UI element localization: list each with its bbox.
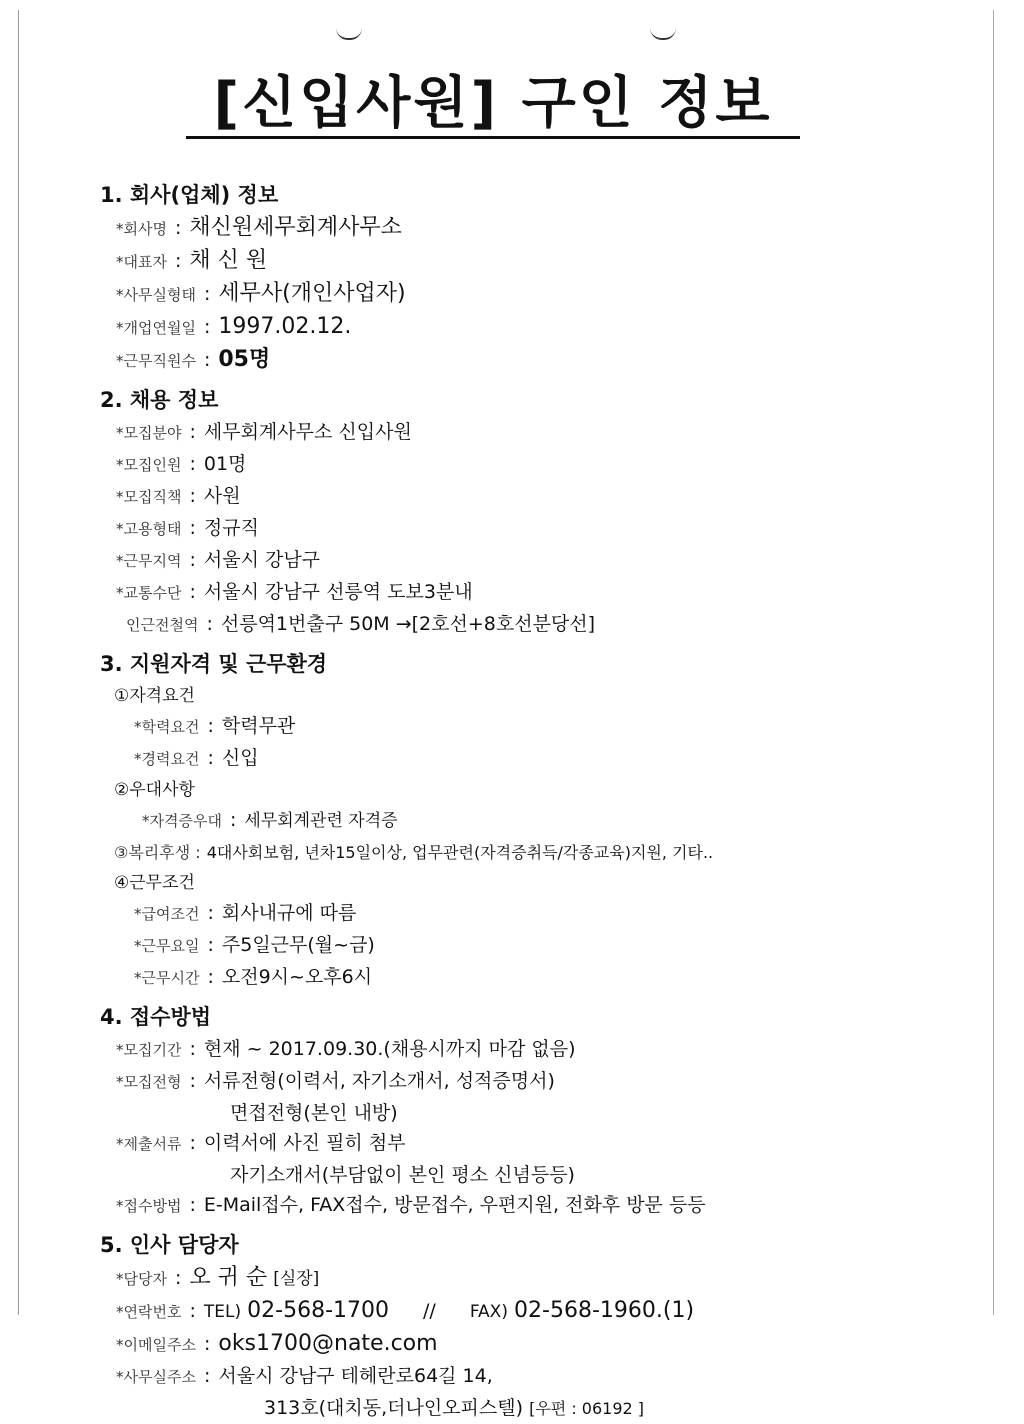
welfare-value: 4대사회보험, 년차15일이상, 업무관련(자격증취득/각종교육)지원, 기타.. bbox=[206, 843, 714, 862]
section-company-heading: 1. 회사(업체) 정보 bbox=[100, 183, 279, 207]
welfare-label: ③복리후생 : bbox=[114, 843, 201, 862]
phone-separator: // bbox=[423, 1300, 436, 1322]
phone-label: *연락번호 bbox=[116, 1303, 182, 1321]
count-label: *모집인원 bbox=[116, 456, 182, 474]
ceo-value: 채 신 원 bbox=[189, 248, 268, 273]
email-row: *이메일주소 : oks1700@nate.com bbox=[116, 1331, 438, 1356]
tel-prefix: TEL) bbox=[203, 1302, 242, 1322]
section-hr-contact-heading: 5. 인사 담당자 bbox=[100, 1233, 239, 1257]
employment-label: *고용형태 bbox=[116, 520, 182, 538]
sub-heading-conditions: ④근무조건 bbox=[114, 873, 195, 893]
process-row: *모집전형 : 서류전형(이력서, 자기소개서, 성적증명서) bbox=[116, 1070, 555, 1092]
salary-row: *급여조건 : 회사내규에 따름 bbox=[134, 902, 357, 924]
field-label: *모집분야 bbox=[116, 424, 182, 442]
employment-row: *고용형태 : 정규직 bbox=[116, 517, 259, 539]
process-value-2: 면접전형(본인 내방) bbox=[230, 1102, 398, 1124]
section-recruit-heading: 2. 채용 정보 bbox=[100, 388, 219, 412]
workhours-label: *근무시간 bbox=[134, 969, 200, 987]
transit-value: 서울시 강남구 선릉역 도보3분내 bbox=[203, 581, 473, 603]
fax-value: 02-568-1960.(1) bbox=[514, 1298, 695, 1323]
staff-count-row: *근무직원수 : 05명 bbox=[116, 347, 271, 372]
workhours-value: 오전9시~오후6시 bbox=[221, 966, 373, 988]
method-row: *접수방법 : E-Mail접수, FAX접수, 방문접수, 우편지원, 전화후 방문 등등 bbox=[116, 1194, 706, 1216]
contact-row: *담당자 : 오 귀 순 [실장] bbox=[116, 1265, 320, 1290]
ceo-row: *대표자 : 채 신 원 bbox=[116, 248, 268, 273]
phone-row: *연락번호 : TEL) 02-568-1700 // FAX) 02-568-1960.(1) bbox=[116, 1298, 695, 1323]
location-value: 서울시 강남구 bbox=[203, 549, 321, 571]
method-label: *접수방법 bbox=[116, 1197, 182, 1215]
check-mark-left bbox=[336, 28, 362, 40]
founded-label: *개업연월일 bbox=[116, 319, 196, 337]
location-label: *근무지역 bbox=[116, 552, 182, 570]
check-mark-right bbox=[650, 28, 676, 40]
founded-value: 1997.02.12. bbox=[218, 314, 352, 339]
field-row: *모집분야 : 세무회계사무소 신입사원 bbox=[116, 421, 412, 443]
scan-edge-left bbox=[18, 10, 19, 1315]
tel-value: 02-568-1700 bbox=[247, 1298, 390, 1323]
preference-label: *자격증우대 bbox=[142, 812, 222, 830]
documents-row: *제출서류 : 이력서에 사진 필히 첨부 bbox=[116, 1132, 406, 1154]
field-value: 세무회계사무소 신입사원 bbox=[203, 421, 412, 443]
documents-label: *제출서류 bbox=[116, 1135, 182, 1153]
document-body bbox=[100, 172, 980, 1424]
company-name-label: *회사명 bbox=[116, 220, 167, 238]
employment-value: 정규직 bbox=[203, 517, 259, 539]
office-type-value: 세무사(개인사업자) bbox=[218, 281, 406, 306]
contact-label: *담당자 bbox=[116, 1270, 167, 1288]
documents-value-2: 자기소개서(부담없이 본인 평소 신념등등) bbox=[230, 1164, 575, 1186]
company-name-row: *회사명 : 채신원세무회계사무소 bbox=[116, 215, 402, 240]
ceo-label: *대표자 bbox=[116, 253, 167, 271]
education-label: *학력요건 bbox=[134, 718, 200, 736]
contact-name: 오 귀 순 bbox=[189, 1265, 268, 1290]
preference-value: 세무회계관련 자격증 bbox=[244, 811, 398, 831]
position-value: 사원 bbox=[203, 485, 241, 507]
count-row: *모집인원 : 01명 bbox=[116, 453, 247, 475]
career-row: *경력요건 : 신입 bbox=[134, 747, 259, 769]
welfare-row bbox=[100, 837, 980, 868]
office-type-label: *사무실형태 bbox=[116, 286, 196, 304]
section-qualification-heading: 3. 지원자격 및 근무환경 bbox=[100, 652, 328, 676]
station-label: 인근전철역 bbox=[126, 616, 199, 634]
section-application-heading: 4. 접수방법 bbox=[100, 1005, 212, 1029]
period-value: 현재 ~ 2017.09.30.(채용시까지 마감 없음) bbox=[203, 1038, 576, 1060]
office-type-row: *사무실형태 : 세무사(개인사업자) bbox=[116, 281, 406, 306]
station-row: 인근전철역 : 선릉역1번출구 50M →[2호선+8호선분당선] bbox=[100, 609, 980, 641]
fax-prefix: FAX) bbox=[469, 1302, 508, 1322]
career-value: 신입 bbox=[221, 747, 259, 769]
station-value: 선릉역1번출구 50M →[2호선+8호선분당선] bbox=[220, 613, 596, 635]
contact-title: [실장] bbox=[273, 1269, 320, 1289]
founded-row: *개업연월일 : 1997.02.12. bbox=[116, 314, 352, 339]
staff-count-value: 05명 bbox=[218, 347, 271, 372]
preference-row: *자격증우대 : 세무회계관련 자격증 bbox=[142, 809, 398, 831]
postal-code: [우편 : 06192 ] bbox=[529, 1399, 645, 1418]
workdays-row: *근무요일 : 주5일근무(월~금) bbox=[134, 934, 375, 956]
process-label: *모집전형 bbox=[116, 1073, 182, 1091]
process-value-1: 서류전형(이력서, 자기소개서, 성적증명서) bbox=[203, 1070, 555, 1092]
career-label: *경력요건 bbox=[134, 750, 200, 768]
documents-value-1: 이력서에 사진 필히 첨부 bbox=[203, 1132, 406, 1154]
transit-label: *교통수단 bbox=[116, 584, 182, 602]
education-value: 학력무관 bbox=[221, 715, 296, 737]
location-row: *근무지역 : 서울시 강남구 bbox=[116, 549, 321, 571]
count-value: 01명 bbox=[203, 453, 247, 475]
period-label: *모집기간 bbox=[116, 1041, 182, 1059]
email-label: *이메일주소 bbox=[116, 1336, 196, 1354]
address-row: *사무실주소 : 서울시 강남구 테헤란로64길 14, bbox=[116, 1365, 493, 1387]
address-line-2 bbox=[100, 1393, 980, 1424]
page-title: [신입사원] 구인 정보 bbox=[186, 74, 800, 139]
period-row: *모집기간 : 현재 ~ 2017.09.30.(채용시까지 마감 없음) bbox=[116, 1038, 576, 1060]
position-label: *모집직책 bbox=[116, 488, 182, 506]
education-row: *학력요건 : 학력무관 bbox=[134, 715, 296, 737]
address-label: *사무실주소 bbox=[116, 1368, 196, 1386]
position-row: *모집직책 : 사원 bbox=[116, 485, 241, 507]
scan-edge-right bbox=[993, 10, 994, 1315]
salary-value: 회사내규에 따름 bbox=[221, 902, 357, 924]
transit-row: *교통수단 : 서울시 강남구 선릉역 도보3분내 bbox=[116, 581, 473, 603]
address-value-2: 313호(대치동,더나인오피스텔) bbox=[264, 1397, 524, 1419]
method-value: E-Mail접수, FAX접수, 방문접수, 우편지원, 전화후 방문 등등 bbox=[203, 1194, 706, 1216]
staff-count-label: *근무직원수 bbox=[116, 352, 196, 370]
salary-label: *급여조건 bbox=[134, 905, 200, 923]
sub-heading-requirements: ①자격요건 bbox=[114, 686, 195, 706]
workdays-label: *근무요일 bbox=[134, 937, 200, 955]
company-name-value: 채신원세무회계사무소 bbox=[189, 215, 402, 240]
sub-heading-preferences: ②우대사항 bbox=[114, 780, 195, 800]
workhours-row: *근무시간 : 오전9시~오후6시 bbox=[134, 966, 373, 988]
email-value: oks1700@nate.com bbox=[218, 1331, 438, 1356]
address-value-1: 서울시 강남구 테헤란로64길 14, bbox=[218, 1365, 493, 1387]
workdays-value: 주5일근무(월~금) bbox=[221, 934, 375, 956]
